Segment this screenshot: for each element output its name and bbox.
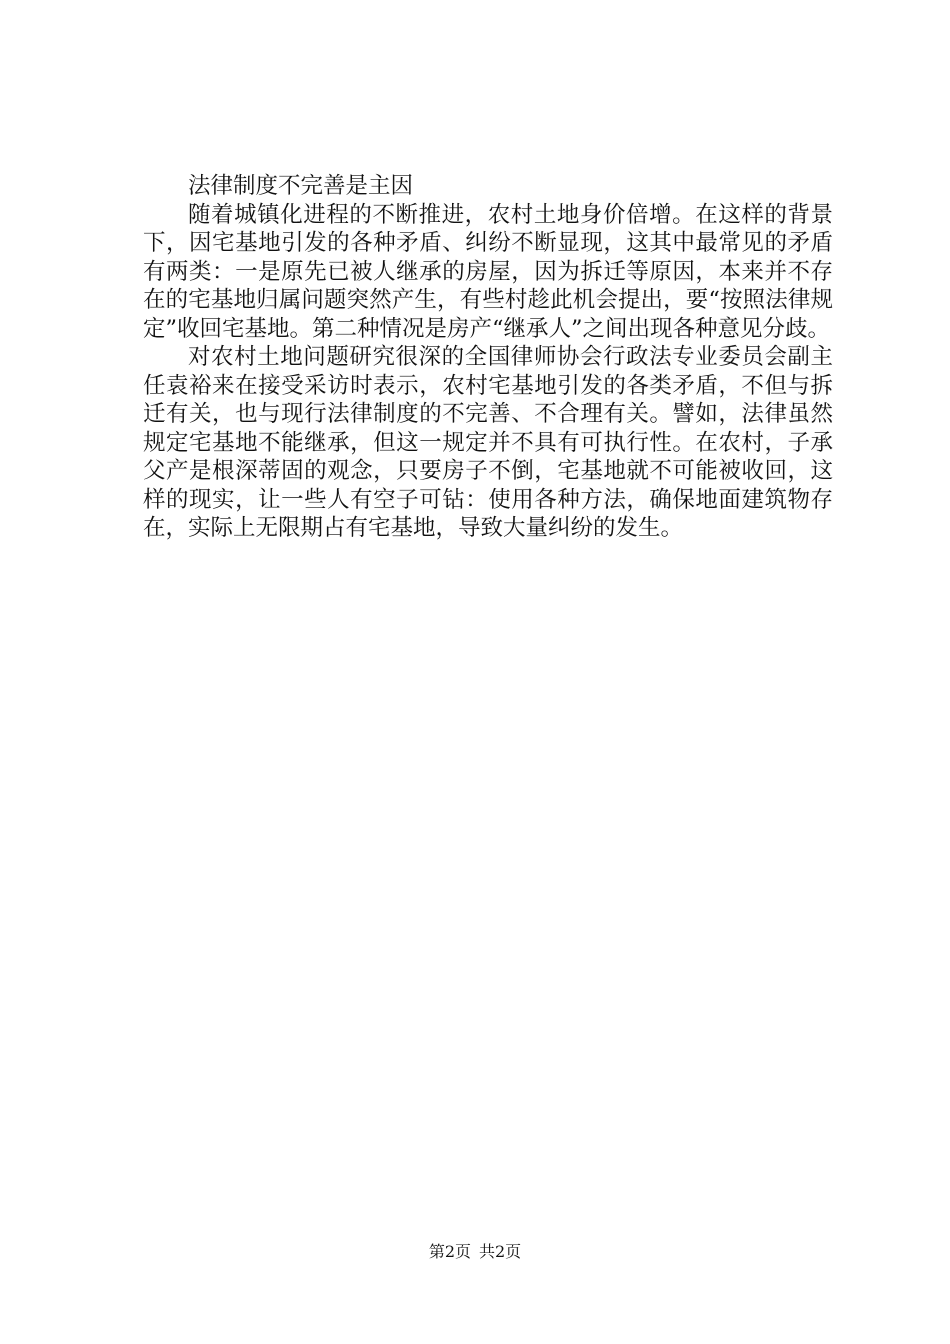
document-body (143, 172, 833, 543)
page-number-total: 共2页 (479, 1242, 522, 1261)
section-heading: 法律制度不完善是主因 (188, 173, 414, 199)
page-footer (0, 1241, 950, 1263)
paragraph-1: 随着城镇化进程的不断推进，农村土地身价倍增。在这样的背景下，因宅基地引发的各种矛盾、纠纷不断显现，这其中最常见的矛盾有两类：一是原先已被人继承的房屋，因为拆迁等原因，本来并不存在的宅基地归属问题突然产生，有些村趁此机会提出，要“按照法律规定”收回宅基地。第二种情况是房产“继承人”之间出现各种意见分歧。 (143, 201, 833, 342)
paragraph-2: 对农村土地问题研究很深的全国律师协会行政法专业委员会副主任袁裕来在接受采访时表示，农村宅基地引发的各类矛盾，不但与拆迁有关，也与现行法律制度的不完善、不合理有关。譬如，法律虽然规定宅基地不能继承，但这一规定并不具有可执行性。在农村，子承父产是根深蒂固的观念，只要房子不倒，宅基地就不可能被收回，这样的现实，让一些人有空子可钻：使用各种方法，确保地面建筑物存在，实际上无限期占有宅基地，导致大量纠纷的发生。 (143, 344, 833, 541)
page-number-current: 第2页 (428, 1242, 471, 1261)
